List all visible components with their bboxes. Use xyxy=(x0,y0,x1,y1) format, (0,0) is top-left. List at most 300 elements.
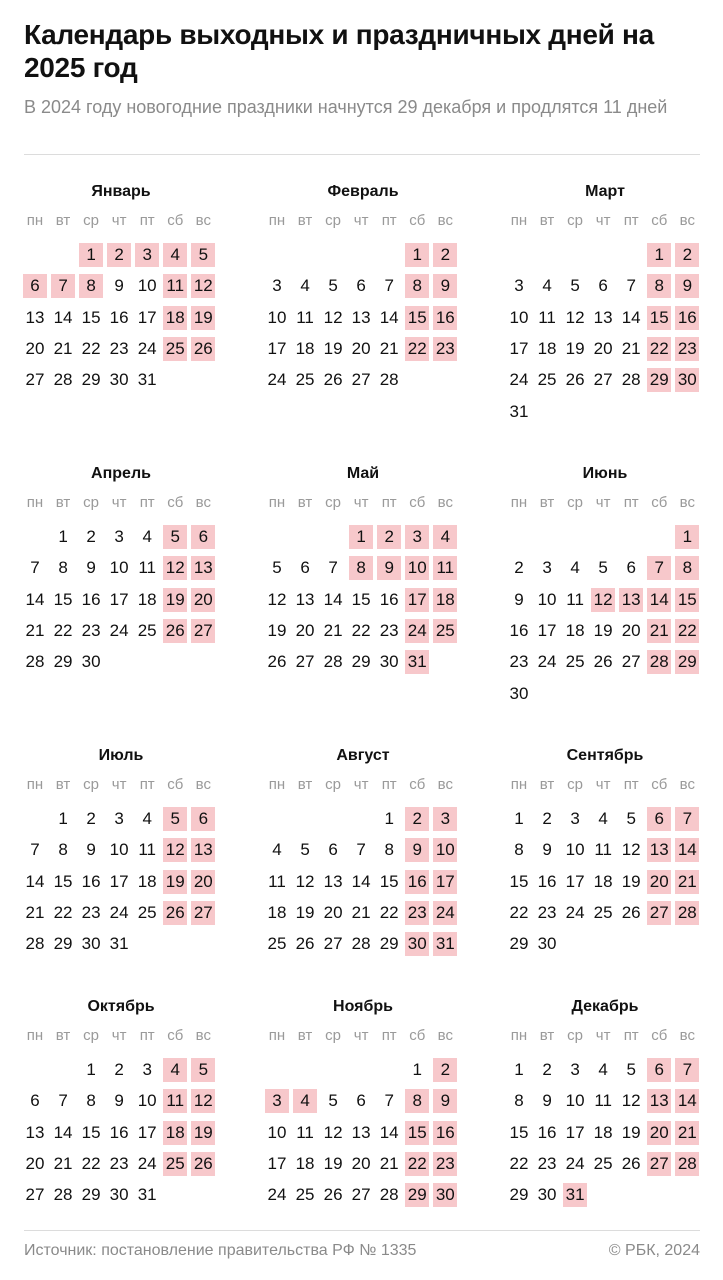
day-cell: 24 xyxy=(109,621,129,641)
day-cell: 11 xyxy=(296,1122,314,1142)
day-cell: 6 xyxy=(626,558,636,578)
day-cell-off: 30 xyxy=(433,1183,457,1207)
day-cell-off: 11 xyxy=(163,1089,187,1113)
day-cell: 4 xyxy=(142,809,152,828)
day-cell: 27 xyxy=(25,370,45,390)
day-cell: 30 xyxy=(537,1185,557,1205)
day-cell: 21 xyxy=(379,339,399,359)
day-cell-off: 21 xyxy=(675,1121,699,1145)
day-cell: 1 xyxy=(86,1060,96,1079)
day-cell: 25 xyxy=(267,934,287,954)
day-cell-off: 8 xyxy=(647,274,671,298)
day-cell: 30 xyxy=(379,652,399,672)
day-cell-off: 31 xyxy=(405,650,429,674)
month-name: Июль xyxy=(98,747,144,764)
day-cell: 17 xyxy=(509,339,529,359)
day-cell-off: 8 xyxy=(349,556,373,580)
day-cell: 15 xyxy=(509,871,529,891)
day-cell-off: 29 xyxy=(647,368,671,392)
day-cell: 4 xyxy=(598,1060,608,1079)
day-cell-off: 5 xyxy=(191,243,215,267)
day-cell: 6 xyxy=(356,1091,366,1111)
month-3 xyxy=(507,183,703,433)
day-cell: 3 xyxy=(542,558,552,578)
day-cell-off: 2 xyxy=(107,243,131,267)
weekday-label: вс xyxy=(195,776,211,793)
day-cell-off: 9 xyxy=(675,274,699,298)
day-cell: 9 xyxy=(114,276,124,296)
day-cell: 31 xyxy=(137,370,157,390)
day-cell-off: 6 xyxy=(191,807,215,831)
day-cell: 29 xyxy=(509,1185,529,1205)
day-cell-off: 14 xyxy=(675,1089,699,1113)
day-cell: 14 xyxy=(351,871,371,891)
day-cell: 6 xyxy=(356,276,366,296)
weekday-label: пт xyxy=(381,494,397,511)
day-cell-off: 15 xyxy=(647,306,671,330)
day-cell: 28 xyxy=(621,370,641,390)
weekday-label: сб xyxy=(409,776,426,793)
day-cell: 10 xyxy=(109,558,129,578)
day-cell-off: 17 xyxy=(433,870,457,894)
day-cell: 29 xyxy=(81,1185,101,1205)
day-cell: 5 xyxy=(626,1060,636,1079)
day-cell: 26 xyxy=(621,1154,641,1174)
day-cell: 1 xyxy=(58,527,68,546)
day-cell-off: 11 xyxy=(433,556,457,580)
day-cell: 11 xyxy=(594,840,612,860)
day-cell-off: 2 xyxy=(433,243,457,267)
day-cell-off: 21 xyxy=(647,619,671,643)
weekday-label: сб xyxy=(651,776,668,793)
day-cell: 12 xyxy=(295,871,315,891)
day-cell: 25 xyxy=(537,370,557,390)
day-cell: 16 xyxy=(81,871,101,891)
day-cell: 3 xyxy=(514,276,524,296)
weekday-label: ср xyxy=(83,494,100,511)
weekday-label: чт xyxy=(111,776,127,793)
weekday-label: сб xyxy=(167,776,184,793)
day-cell-off: 10 xyxy=(405,556,429,580)
day-cell: 5 xyxy=(570,276,580,296)
weekday-label: пт xyxy=(139,776,155,793)
weekday-label: ср xyxy=(325,494,342,511)
day-cell: 1 xyxy=(514,809,524,828)
day-cell: 22 xyxy=(351,621,371,641)
day-cell: 9 xyxy=(542,840,552,860)
day-cell-off: 3 xyxy=(433,807,457,831)
day-cell: 9 xyxy=(86,558,96,578)
weekday-label: вт xyxy=(539,1027,555,1044)
day-cell: 30 xyxy=(537,934,557,954)
day-cell: 18 xyxy=(537,339,557,359)
day-cell: 6 xyxy=(30,1091,40,1111)
day-cell-off: 12 xyxy=(191,274,215,298)
day-cell-off: 21 xyxy=(675,870,699,894)
day-cell: 15 xyxy=(81,307,101,327)
day-cell: 19 xyxy=(323,339,343,359)
day-cell: 25 xyxy=(593,1154,613,1174)
day-cell: 20 xyxy=(25,1154,45,1174)
weekday-label: ср xyxy=(567,1027,584,1044)
day-cell: 22 xyxy=(81,339,101,359)
weekday-label: пн xyxy=(26,494,44,511)
day-cell: 5 xyxy=(328,276,338,296)
day-cell: 9 xyxy=(86,840,96,860)
day-cell: 18 xyxy=(137,871,157,891)
day-cell: 23 xyxy=(537,903,557,923)
day-cell: 27 xyxy=(323,934,343,954)
weekday-label: вс xyxy=(437,776,453,793)
day-cell: 24 xyxy=(537,652,557,672)
weekday-label: чт xyxy=(595,212,611,229)
day-cell-off: 24 xyxy=(405,619,429,643)
day-cell: 24 xyxy=(109,903,129,923)
weekday-label: пт xyxy=(381,1027,397,1044)
day-cell: 16 xyxy=(379,589,399,609)
day-cell: 22 xyxy=(53,621,73,641)
day-cell: 14 xyxy=(53,307,73,327)
day-cell: 19 xyxy=(267,621,287,641)
day-cell-off: 13 xyxy=(191,556,215,580)
day-cell: 15 xyxy=(509,1122,529,1142)
day-cell-off: 13 xyxy=(647,1089,671,1113)
weekday-label: пн xyxy=(268,494,286,511)
weekday-label: пн xyxy=(510,212,528,229)
day-cell: 23 xyxy=(81,621,101,641)
day-cell-off: 2 xyxy=(675,243,699,267)
day-cell: 18 xyxy=(565,621,585,641)
day-cell: 10 xyxy=(109,840,129,860)
day-cell-off: 26 xyxy=(163,619,187,643)
copyright: © РБК, 2024 xyxy=(608,1242,700,1259)
day-cell: 22 xyxy=(53,903,73,923)
top-divider xyxy=(24,154,700,155)
day-cell: 6 xyxy=(598,276,608,296)
weekday-label: пн xyxy=(268,1027,286,1044)
month-name: Март xyxy=(585,183,625,200)
weekday-label: ср xyxy=(567,776,584,793)
day-cell: 8 xyxy=(58,840,68,860)
weekday-label: вс xyxy=(679,494,695,511)
day-cell: 22 xyxy=(509,903,529,923)
day-cell-off: 1 xyxy=(675,525,699,549)
day-cell-off: 7 xyxy=(675,807,699,831)
day-cell: 17 xyxy=(109,589,129,609)
weekday-label: вс xyxy=(437,494,453,511)
day-cell-off: 1 xyxy=(405,243,429,267)
day-cell-off: 26 xyxy=(191,1152,215,1176)
day-cell: 9 xyxy=(514,589,524,609)
day-cell-off: 19 xyxy=(191,1121,215,1145)
day-cell: 17 xyxy=(137,307,157,327)
day-cell: 18 xyxy=(295,339,315,359)
day-cell: 12 xyxy=(267,589,287,609)
day-cell: 2 xyxy=(86,809,96,828)
day-cell: 30 xyxy=(81,934,101,954)
day-cell: 10 xyxy=(509,307,529,327)
weekday-label: пн xyxy=(510,494,528,511)
weekday-label: ср xyxy=(83,212,100,229)
day-cell: 16 xyxy=(109,1122,129,1142)
day-cell: 27 xyxy=(351,370,371,390)
day-cell: 21 xyxy=(25,621,45,641)
day-cell: 20 xyxy=(25,339,45,359)
day-cell: 20 xyxy=(621,621,641,641)
month-1 xyxy=(23,183,219,433)
day-cell: 24 xyxy=(137,1154,157,1174)
day-cell-off: 1 xyxy=(79,243,103,267)
month-8 xyxy=(265,747,461,997)
day-cell-off: 4 xyxy=(163,1058,187,1082)
day-cell: 7 xyxy=(384,1091,394,1111)
day-cell: 19 xyxy=(621,1122,641,1142)
weekday-label: чт xyxy=(353,1027,369,1044)
day-cell: 13 xyxy=(25,1122,45,1142)
day-cell-off: 8 xyxy=(675,556,699,580)
day-cell-off: 28 xyxy=(675,1152,699,1176)
day-cell: 26 xyxy=(621,903,641,923)
day-cell: 1 xyxy=(514,1060,524,1079)
day-cell-off: 29 xyxy=(405,1183,429,1207)
day-cell: 4 xyxy=(570,558,580,578)
day-cell-off: 19 xyxy=(163,870,187,894)
day-cell: 27 xyxy=(295,652,315,672)
day-cell: 17 xyxy=(565,871,585,891)
day-cell: 23 xyxy=(109,1154,129,1174)
month-11 xyxy=(265,998,461,1248)
day-cell: 2 xyxy=(86,527,96,546)
day-cell-off: 26 xyxy=(163,901,187,925)
weekday-label: чт xyxy=(353,494,369,511)
day-cell: 20 xyxy=(593,339,613,359)
day-cell-off: 31 xyxy=(563,1183,587,1207)
day-cell: 28 xyxy=(379,370,399,390)
weekday-label: сб xyxy=(167,212,184,229)
day-cell: 10 xyxy=(267,307,287,327)
day-cell: 6 xyxy=(328,840,338,860)
day-cell-off: 6 xyxy=(647,1058,671,1082)
weekday-label: вт xyxy=(55,494,71,511)
day-cell: 17 xyxy=(565,1122,585,1142)
day-cell-off: 18 xyxy=(163,306,187,330)
day-cell: 14 xyxy=(621,307,641,327)
day-cell: 3 xyxy=(272,276,282,296)
day-cell: 25 xyxy=(137,621,157,641)
day-cell-off: 22 xyxy=(405,1152,429,1176)
month-2 xyxy=(265,183,461,433)
day-cell: 8 xyxy=(58,558,68,578)
day-cell: 29 xyxy=(53,652,73,672)
day-cell: 12 xyxy=(323,307,343,327)
day-cell-off: 2 xyxy=(433,1058,457,1082)
day-cell: 22 xyxy=(379,903,399,923)
day-cell: 15 xyxy=(53,871,73,891)
day-cell-off: 1 xyxy=(647,243,671,267)
weekday-label: сб xyxy=(409,494,426,511)
day-cell-off: 15 xyxy=(405,1121,429,1145)
day-cell-off: 17 xyxy=(405,588,429,612)
day-cell-off: 5 xyxy=(163,807,187,831)
day-cell: 17 xyxy=(267,1154,287,1174)
day-cell: 18 xyxy=(593,871,613,891)
day-cell: 7 xyxy=(356,840,366,860)
day-cell: 14 xyxy=(323,589,343,609)
day-cell: 10 xyxy=(267,1122,287,1142)
month-12 xyxy=(507,998,703,1248)
day-cell-off: 3 xyxy=(405,525,429,549)
day-cell: 9 xyxy=(542,1091,552,1111)
day-cell-off: 3 xyxy=(265,1089,289,1113)
weekday-label: пт xyxy=(381,776,397,793)
day-cell: 4 xyxy=(542,276,552,296)
day-cell: 2 xyxy=(542,809,552,828)
weekday-label: чт xyxy=(595,1027,611,1044)
weekday-label: вс xyxy=(679,212,695,229)
day-cell: 21 xyxy=(323,621,343,641)
day-cell: 4 xyxy=(300,276,310,296)
day-cell-off: 6 xyxy=(647,807,671,831)
day-cell: 8 xyxy=(514,1091,524,1111)
weekday-label: пт xyxy=(381,212,397,229)
day-cell: 14 xyxy=(379,1122,399,1142)
day-cell: 5 xyxy=(300,840,310,860)
day-cell-off: 9 xyxy=(377,556,401,580)
day-cell-off: 2 xyxy=(405,807,429,831)
day-cell: 7 xyxy=(626,276,636,296)
day-cell-off: 3 xyxy=(135,243,159,267)
weekday-label: чт xyxy=(111,212,127,229)
day-cell: 19 xyxy=(593,621,613,641)
day-cell: 1 xyxy=(58,809,68,828)
day-cell: 14 xyxy=(379,307,399,327)
day-cell-off: 20 xyxy=(647,870,671,894)
day-cell: 11 xyxy=(296,307,314,327)
day-cell-off: 7 xyxy=(647,556,671,580)
day-cell-off: 28 xyxy=(647,650,671,674)
weekday-label: вт xyxy=(539,776,555,793)
month-9 xyxy=(507,747,703,997)
day-cell-off: 13 xyxy=(619,588,643,612)
weekday-label: ср xyxy=(325,1027,342,1044)
day-cell-off: 16 xyxy=(675,306,699,330)
month-10 xyxy=(23,998,219,1248)
day-cell-off: 8 xyxy=(405,274,429,298)
day-cell: 19 xyxy=(621,871,641,891)
weekday-label: вс xyxy=(195,212,211,229)
day-cell: 14 xyxy=(25,871,45,891)
day-cell-off: 30 xyxy=(405,932,429,956)
day-cell: 21 xyxy=(351,903,371,923)
day-cell: 12 xyxy=(621,1091,641,1111)
weekday-label: чт xyxy=(595,494,611,511)
day-cell-off: 22 xyxy=(675,619,699,643)
day-cell: 25 xyxy=(295,370,315,390)
day-cell-off: 23 xyxy=(433,337,457,361)
day-cell: 23 xyxy=(81,903,101,923)
day-cell-off: 18 xyxy=(433,588,457,612)
day-cell: 26 xyxy=(267,652,287,672)
weekday-label: пт xyxy=(139,1027,155,1044)
day-cell-off: 16 xyxy=(405,870,429,894)
day-cell: 26 xyxy=(565,370,585,390)
day-cell-off: 8 xyxy=(79,274,103,298)
weekday-label: вс xyxy=(437,1027,453,1044)
weekday-label: ср xyxy=(567,494,584,511)
day-cell: 11 xyxy=(594,1091,612,1111)
day-cell-off: 6 xyxy=(23,274,47,298)
weekday-label: сб xyxy=(651,1027,668,1044)
day-cell: 16 xyxy=(81,589,101,609)
day-cell: 10 xyxy=(565,840,585,860)
day-cell-off: 27 xyxy=(647,1152,671,1176)
day-cell-off: 22 xyxy=(405,337,429,361)
day-cell-off: 28 xyxy=(675,901,699,925)
day-cell: 21 xyxy=(53,1154,73,1174)
weekday-label: вт xyxy=(297,212,313,229)
day-cell: 27 xyxy=(351,1185,371,1205)
weekday-label: пт xyxy=(623,776,639,793)
weekday-label: вс xyxy=(195,494,211,511)
day-cell: 24 xyxy=(137,339,157,359)
day-cell: 13 xyxy=(593,307,613,327)
day-cell-off: 16 xyxy=(433,1121,457,1145)
day-cell: 17 xyxy=(109,871,129,891)
day-cell: 9 xyxy=(114,1091,124,1111)
day-cell-off: 5 xyxy=(163,525,187,549)
day-cell: 27 xyxy=(593,370,613,390)
day-cell: 24 xyxy=(267,370,287,390)
day-cell: 6 xyxy=(300,558,310,578)
day-cell-off: 12 xyxy=(591,588,615,612)
day-cell: 27 xyxy=(621,652,641,672)
day-cell-off: 13 xyxy=(191,838,215,862)
day-cell: 10 xyxy=(537,589,557,609)
weekday-label: вт xyxy=(55,1027,71,1044)
day-cell: 17 xyxy=(137,1122,157,1142)
day-cell-off: 4 xyxy=(433,525,457,549)
day-cell-off: 30 xyxy=(675,368,699,392)
day-cell-off: 14 xyxy=(647,588,671,612)
day-cell: 23 xyxy=(509,652,529,672)
month-6 xyxy=(507,465,703,715)
day-cell: 25 xyxy=(565,652,585,672)
day-cell-off: 29 xyxy=(675,650,699,674)
day-cell: 16 xyxy=(509,621,529,641)
day-cell: 23 xyxy=(537,1154,557,1174)
weekday-label: чт xyxy=(595,776,611,793)
day-cell: 11 xyxy=(566,589,584,609)
day-cell: 19 xyxy=(565,339,585,359)
day-cell-off: 7 xyxy=(51,274,75,298)
day-cell: 26 xyxy=(295,934,315,954)
day-cell: 15 xyxy=(53,589,73,609)
day-cell: 1 xyxy=(412,1060,422,1079)
month-name: Июнь xyxy=(582,465,628,482)
day-cell: 25 xyxy=(295,1185,315,1205)
day-cell: 26 xyxy=(323,1185,343,1205)
day-cell: 20 xyxy=(295,621,315,641)
bottom-divider xyxy=(24,1230,700,1231)
weekday-label: ср xyxy=(83,776,100,793)
day-cell: 5 xyxy=(272,558,282,578)
day-cell-off: 12 xyxy=(191,1089,215,1113)
weekday-label: сб xyxy=(409,212,426,229)
weekday-label: вс xyxy=(195,1027,211,1044)
day-cell-off: 20 xyxy=(647,1121,671,1145)
day-cell-off: 19 xyxy=(191,306,215,330)
weekday-label: пн xyxy=(510,776,528,793)
